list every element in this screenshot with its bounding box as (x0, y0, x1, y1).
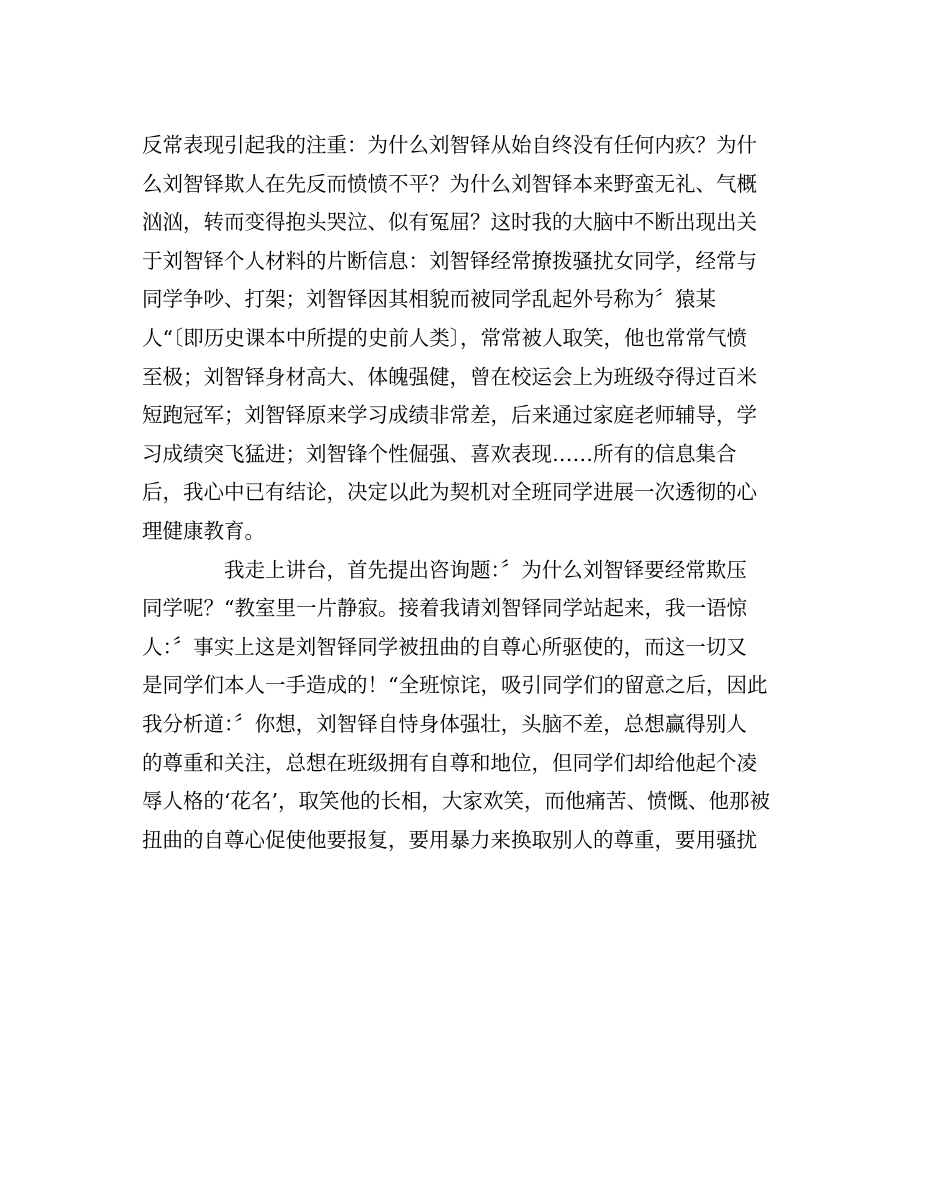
text-line: 辱人格的‘花名’，取笑他的长相，大家欢笑，而他痛苦、愤慨、他那被 (142, 789, 771, 814)
text-line: 我分析道：〞你想，刘智铎自恃身体强壮，头脑不差，总想赢得别人 (142, 711, 747, 736)
text-line: 人：〞事实上这是刘智铎同学被扭曲的自尊心所驱使的，而这一切又 (142, 634, 747, 659)
text-line: 于刘智铎个人材料的片断信息：刘智铎经常撩拨骚扰女同学，经常与 (142, 248, 757, 273)
text-line: 习成绩突飞猛进；刘智锋个性倔强、喜欢表现……所有的信息集合 (142, 441, 737, 466)
text-line: 同学争吵、打架；刘智铎因其相貌而被同学乱起外号称为〞猿某 (142, 287, 716, 312)
text-line: 反常表现引起我的注重：为什么刘智铎从始自终没有任何内疚？为什 (142, 133, 757, 157)
text-line: 短跑冠军；刘智铎原来学习成绩非常差，后来通过家庭老师辅导，学 (142, 403, 757, 428)
text-line: 汹汹，转而变得抱头哭泣、似有冤屈？这时我的大脑中不断出现出关 (142, 210, 757, 235)
text-line: 扭曲的自尊心促使他要报复，要用暴力来换取别人的尊重，要用骚扰 (142, 827, 757, 852)
text-line: 理健康教育。 (142, 518, 265, 543)
text-line: 是同学们本人一手造成的！“全班惊诧，吸引同学们的留意之后，因此 (142, 673, 768, 698)
paragraph-start-line: 我走上讲台，首先提出咨询题：〞为什么刘智铎要经常欺压 (224, 557, 747, 582)
body-text (142, 126, 822, 859)
text-line: 至极；刘智铎身材高大、体魄强健，曾在校运会上为班级夺得过百米 (142, 364, 757, 389)
text-line: 的尊重和关注，总想在班级拥有自尊和地位，但同学们却给他起个凌 (142, 750, 757, 775)
text-line: 后，我心中已有结论，决定以此为契机对全班同学进展一次透彻的心 (142, 480, 757, 505)
text-line: 人“〔即历史课本中所提的史前人类〕，常常被人取笑，他也常常气愤 (142, 325, 747, 350)
text-line: 同学呢？“教室里一片静寂。接着我请刘智铎同学站起来，我一语惊 (142, 596, 747, 621)
text-line: 么刘智铎欺人在先反而愤愤不平？为什么刘智铎本来野蛮无礼、气概 (142, 171, 757, 196)
